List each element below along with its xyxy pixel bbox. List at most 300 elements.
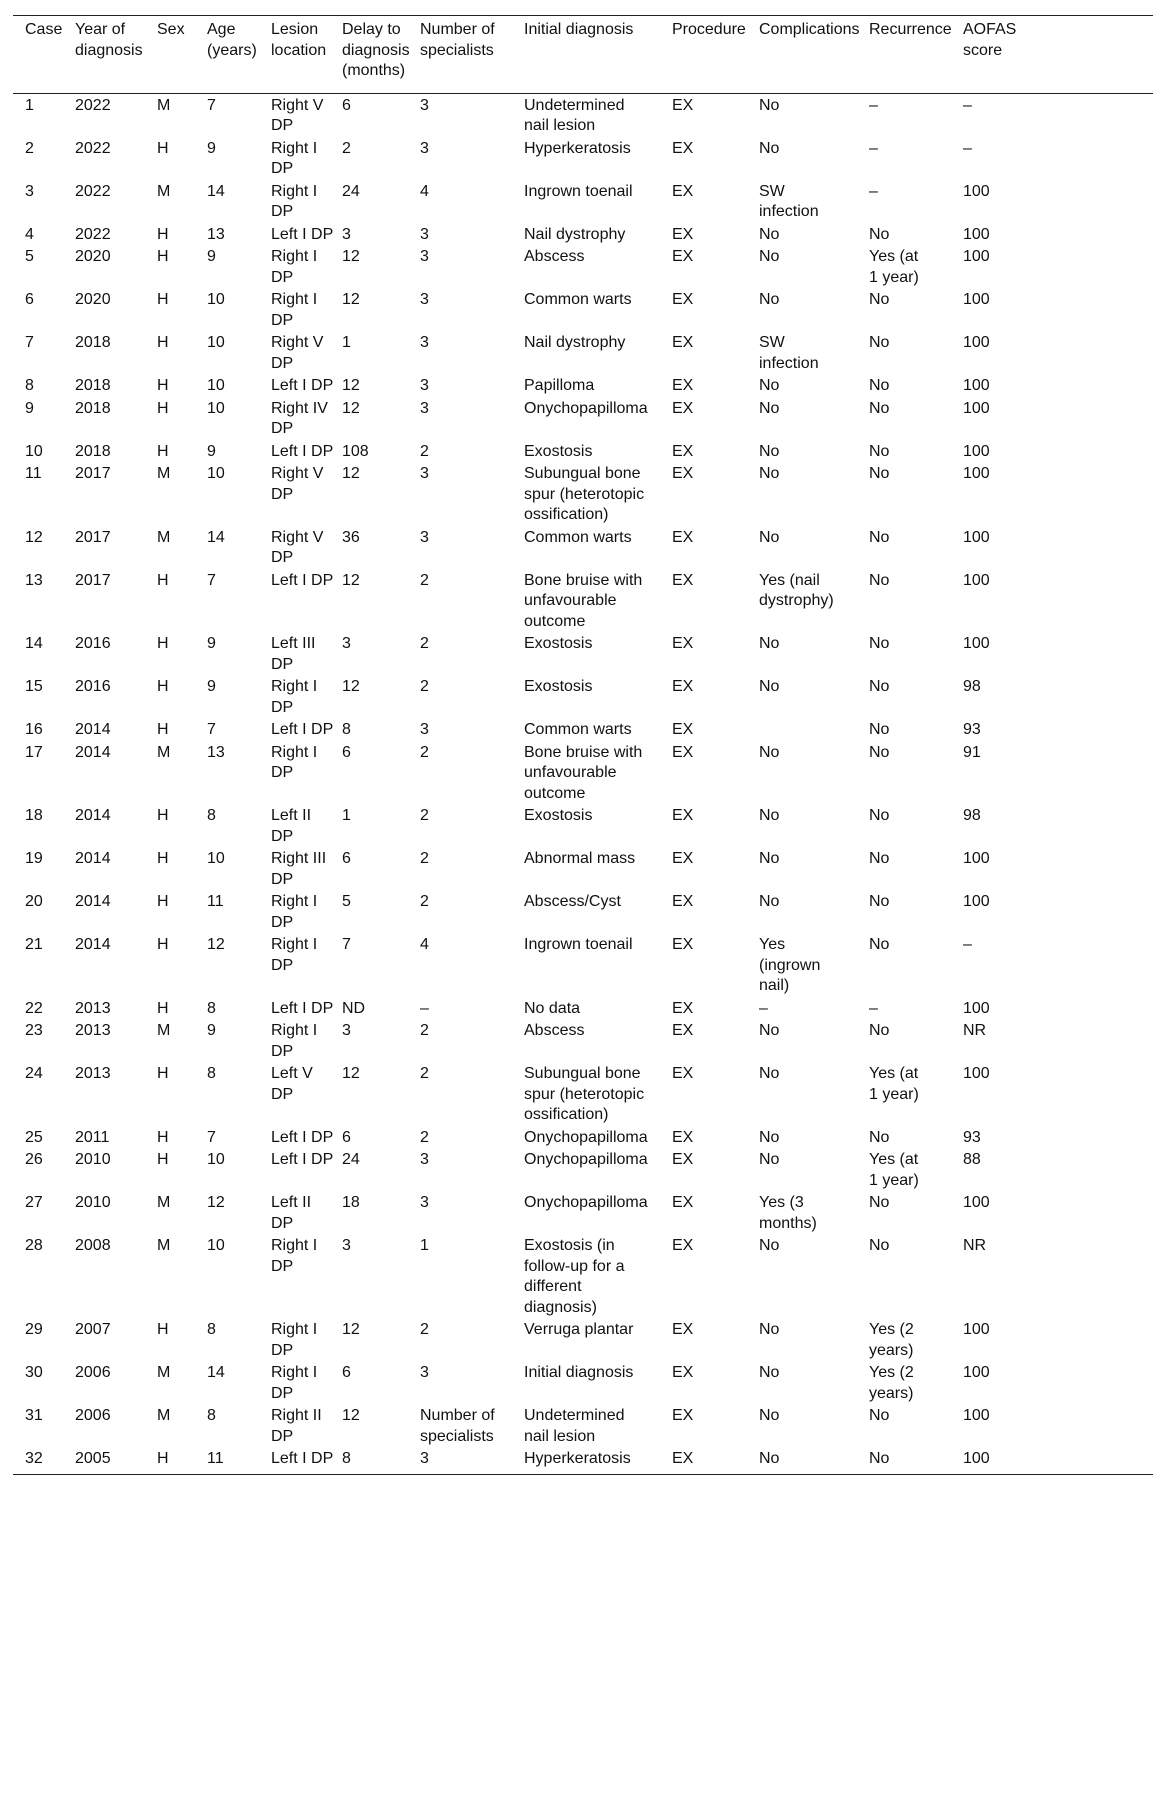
cell-recurrence: No	[869, 1450, 890, 1467]
cell-complications: No	[759, 528, 780, 546]
cell-initial-diagnosis: Nail dystrophy	[524, 334, 626, 351]
cell-age: 7	[207, 96, 216, 114]
cell-case: 17	[25, 743, 43, 761]
cell-age: 14	[207, 1364, 225, 1381]
cell-year: 2018	[75, 377, 111, 394]
cell-recurrence: No	[869, 334, 890, 351]
cell-location: Left I DP	[271, 1450, 334, 1467]
cell-age: 10	[207, 1237, 225, 1254]
cell-case: 21	[25, 936, 43, 953]
cell-location: Right V DP	[271, 96, 324, 134]
cell-delay: 12	[342, 248, 360, 265]
cell-procedure: EX	[672, 936, 694, 953]
cell-recurrence: No	[869, 442, 890, 460]
cell-location: Left I DP	[271, 721, 334, 738]
cell-age: 7	[207, 721, 216, 738]
cell-year: 2018	[75, 399, 111, 417]
cell-sex: M	[157, 96, 171, 114]
cell-complications: No	[759, 743, 780, 761]
cell-complications: SW infection	[759, 334, 819, 372]
cell-case: 2	[25, 139, 34, 157]
cell-procedure: EX	[672, 571, 694, 589]
cell-sex: H	[157, 1128, 169, 1146]
cell-specialists: 3	[420, 1364, 429, 1381]
cell-sex: M	[157, 1237, 171, 1254]
cell-specialists: Number of specialists	[420, 1407, 495, 1445]
cell-recurrence: No	[869, 1022, 890, 1039]
cell-location: Left I DP	[271, 225, 334, 243]
cell-recurrence: –	[869, 182, 878, 200]
cell-initial-diagnosis: Onychopapilloma	[524, 399, 648, 417]
cell-complications: SW infection	[759, 182, 819, 220]
cell-case: 15	[25, 678, 43, 695]
header-case: Case	[25, 21, 63, 38]
cell-year: 2014	[75, 807, 111, 824]
cell-delay: 24	[342, 182, 360, 200]
cell-specialists: 2	[420, 1065, 429, 1082]
table-row	[13, 440, 1153, 463]
cell-complications: No	[759, 1364, 780, 1381]
cell-age: 9	[207, 139, 216, 157]
cell-age: 8	[207, 1065, 216, 1082]
cell-initial-diagnosis: Abnormal mass	[524, 850, 636, 867]
cell-age: 11	[207, 1450, 224, 1467]
cell-recurrence: No	[869, 850, 890, 867]
table-row	[13, 1234, 1153, 1318]
cell-initial-diagnosis: Bone bruise with unfavourable outcome	[524, 571, 643, 630]
cell-initial-diagnosis: Onychopapilloma	[524, 1194, 648, 1211]
cell-location: Right V DP	[271, 465, 324, 503]
cell-delay: 18	[342, 1194, 360, 1211]
cell-specialists: 3	[420, 1151, 429, 1168]
cell-location: Right I DP	[271, 743, 318, 781]
cell-aofas: 100	[963, 334, 990, 351]
cell-year: 2006	[75, 1407, 111, 1424]
cell-sex: H	[157, 678, 169, 695]
header-location: Lesion location	[271, 21, 327, 59]
cell-sex: H	[157, 635, 169, 652]
cell-age: 9	[207, 678, 216, 695]
header-complications: Complications	[759, 21, 860, 38]
cell-complications: No	[759, 465, 780, 482]
cell-initial-diagnosis: Common warts	[524, 721, 632, 738]
cell-case: 3	[25, 182, 34, 200]
cell-initial-diagnosis: Abscess	[524, 248, 585, 265]
clinical-cases-table-container	[13, 15, 1153, 1475]
cell-aofas: 88	[963, 1151, 981, 1168]
cell-year: 2020	[75, 291, 111, 308]
cell-sex: M	[157, 743, 171, 761]
cell-procedure: EX	[672, 1194, 694, 1211]
cell-recurrence: No	[869, 399, 890, 417]
table-row	[13, 1361, 1153, 1404]
table-row	[13, 137, 1153, 180]
cell-case: 8	[25, 377, 34, 394]
cell-year: 2022	[75, 139, 111, 157]
cell-procedure: EX	[672, 1022, 694, 1039]
table-row	[13, 933, 1153, 997]
cell-specialists: 3	[420, 96, 429, 114]
cell-age: 12	[207, 936, 225, 953]
table-row	[13, 997, 1153, 1020]
cell-initial-diagnosis: Onychopapilloma	[524, 1151, 648, 1168]
cell-specialists: 1	[420, 1237, 429, 1254]
table-row	[13, 718, 1153, 741]
cell-location: Right IV DP	[271, 399, 328, 437]
cell-recurrence: No	[869, 465, 890, 482]
cell-age: 9	[207, 635, 216, 652]
cell-location: Left I DP	[271, 442, 334, 460]
cell-case: 24	[25, 1065, 43, 1082]
cell-case: 16	[25, 721, 43, 738]
cell-specialists: 3	[420, 334, 429, 351]
table-row	[13, 331, 1153, 374]
cell-delay: 3	[342, 1237, 351, 1254]
cell-sex: M	[157, 182, 171, 200]
cell-delay: 5	[342, 893, 351, 910]
cell-aofas: 100	[963, 248, 990, 265]
cell-location: Right II DP	[271, 1407, 322, 1445]
header-procedure: Procedure	[672, 21, 746, 38]
cell-delay: 3	[342, 1022, 351, 1039]
table-row	[13, 890, 1153, 933]
cell-recurrence: No	[869, 571, 890, 589]
cell-case: 26	[25, 1151, 43, 1168]
cell-specialists: 4	[420, 936, 429, 953]
cell-delay: 12	[342, 1321, 360, 1338]
cell-specialists: 3	[420, 1450, 429, 1467]
cell-delay: 2	[342, 139, 351, 157]
cell-complications: No	[759, 1065, 780, 1082]
header-sex: Sex	[157, 21, 185, 38]
cell-procedure: EX	[672, 139, 694, 157]
cell-case: 7	[25, 334, 34, 351]
cell-location: Right I DP	[271, 936, 318, 974]
cell-delay: ND	[342, 999, 366, 1017]
header-age: Age (years)	[207, 21, 257, 59]
cell-year: 2007	[75, 1321, 111, 1338]
cell-initial-diagnosis: Nail dystrophy	[524, 225, 626, 243]
cell-specialists: 3	[420, 1194, 429, 1211]
cell-specialists: 3	[420, 291, 429, 308]
cell-specialists: 3	[420, 721, 429, 738]
cell-location: Right I DP	[271, 893, 318, 931]
cell-delay: 12	[342, 1065, 360, 1082]
cell-initial-diagnosis: Subungual bone spur (heterotopic ossification)	[524, 1065, 645, 1123]
cell-procedure: EX	[672, 635, 694, 652]
table-row	[13, 245, 1153, 288]
cell-sex: M	[157, 1022, 171, 1039]
cell-age: 8	[207, 1321, 216, 1338]
cell-specialists: 3	[420, 399, 429, 417]
cell-sex: H	[157, 1321, 169, 1338]
cell-aofas: 100	[963, 571, 990, 589]
cell-case: 31	[25, 1407, 43, 1424]
cell-year: 2010	[75, 1151, 111, 1168]
cell-complications: No	[759, 399, 780, 417]
cell-location: Left III DP	[271, 635, 316, 673]
cell-procedure: EX	[672, 442, 694, 460]
cell-complications: No	[759, 850, 780, 867]
cell-procedure: EX	[672, 225, 694, 243]
cell-aofas: 100	[963, 225, 990, 243]
cell-age: 9	[207, 1022, 216, 1039]
cell-case: 18	[25, 807, 43, 824]
cell-aofas: 100	[963, 182, 990, 200]
cell-initial-diagnosis: Hyperkeratosis	[524, 1450, 631, 1467]
cell-sex: H	[157, 248, 169, 265]
cell-sex: H	[157, 399, 169, 417]
cell-case: 32	[25, 1450, 43, 1467]
cell-year: 2014	[75, 743, 111, 761]
cell-sex: H	[157, 377, 169, 394]
cell-initial-diagnosis: Abscess/Cyst	[524, 893, 621, 910]
cell-procedure: EX	[672, 377, 694, 394]
cell-year: 2008	[75, 1237, 111, 1254]
cell-aofas: 93	[963, 721, 981, 738]
cell-recurrence: No	[869, 1128, 890, 1146]
cell-specialists: 2	[420, 571, 429, 589]
cell-delay: 8	[342, 721, 351, 738]
cell-case: 20	[25, 893, 43, 910]
cell-procedure: EX	[672, 1364, 694, 1381]
cell-delay: 6	[342, 850, 351, 867]
cell-delay: 6	[342, 1364, 351, 1381]
cell-sex: M	[157, 528, 171, 546]
cell-aofas: –	[963, 139, 972, 157]
cell-year: 2010	[75, 1194, 111, 1211]
cell-initial-diagnosis: Undetermined nail lesion	[524, 96, 625, 134]
cell-year: 2014	[75, 936, 111, 953]
table-row	[13, 397, 1153, 440]
cell-year: 2016	[75, 635, 111, 652]
cell-age: 14	[207, 182, 225, 200]
table-row	[13, 526, 1153, 569]
cell-location: Left I DP	[271, 571, 334, 589]
cell-procedure: EX	[672, 1128, 694, 1146]
cell-initial-diagnosis: Ingrown toenail	[524, 182, 633, 200]
cell-procedure: EX	[672, 96, 694, 114]
cell-recurrence: No	[869, 1237, 890, 1254]
cell-procedure: EX	[672, 1151, 694, 1168]
cell-aofas: 93	[963, 1128, 981, 1146]
cell-age: 10	[207, 291, 225, 308]
cell-specialists: 2	[420, 743, 429, 761]
cell-procedure: EX	[672, 399, 694, 417]
cell-complications: No	[759, 291, 780, 308]
cell-year: 2022	[75, 225, 111, 243]
cell-recurrence: Yes (at 1 year)	[869, 1151, 919, 1189]
cell-year: 2013	[75, 1022, 111, 1039]
header-row	[13, 16, 1153, 94]
cell-delay: 24	[342, 1151, 360, 1168]
cell-case: 19	[25, 850, 43, 867]
cell-recurrence: No	[869, 721, 890, 738]
cell-aofas: 100	[963, 528, 990, 546]
cell-delay: 12	[342, 377, 360, 394]
cell-initial-diagnosis: Common warts	[524, 291, 632, 308]
cell-aofas: –	[963, 96, 972, 114]
cell-case: 12	[25, 528, 43, 546]
table-row	[13, 804, 1153, 847]
table-row	[13, 741, 1153, 805]
cell-procedure: EX	[672, 465, 694, 482]
cell-sex: H	[157, 721, 169, 738]
table-body	[13, 93, 1153, 1474]
cell-recurrence: No	[869, 743, 890, 761]
cell-age: 7	[207, 1128, 216, 1146]
cell-age: 9	[207, 248, 216, 265]
cell-procedure: EX	[672, 678, 694, 695]
cell-procedure: EX	[672, 743, 694, 761]
cell-aofas: 100	[963, 399, 990, 417]
cell-age: 8	[207, 999, 216, 1017]
cell-year: 2014	[75, 850, 111, 867]
cell-recurrence: –	[869, 96, 878, 114]
cell-sex: H	[157, 936, 169, 953]
cell-complications: No	[759, 442, 780, 460]
cell-location: Right I DP	[271, 291, 318, 329]
cell-case: 5	[25, 248, 34, 265]
cell-complications: No	[759, 1321, 780, 1338]
cell-case: 22	[25, 999, 43, 1017]
cell-delay: 12	[342, 399, 360, 417]
cell-sex: H	[157, 1151, 169, 1168]
cell-aofas: NR	[963, 1022, 987, 1039]
cell-recurrence: No	[869, 1407, 890, 1424]
cell-location: Right I DP	[271, 182, 318, 220]
cell-case: 25	[25, 1128, 43, 1146]
cell-specialists: 4	[420, 182, 429, 200]
cell-sex: H	[157, 291, 169, 308]
cell-initial-diagnosis: Onychopapilloma	[524, 1128, 648, 1146]
cell-aofas: 100	[963, 1065, 990, 1082]
cell-case: 9	[25, 399, 34, 417]
cell-delay: 12	[342, 1407, 360, 1424]
cell-complications: No	[759, 377, 780, 394]
cell-sex: H	[157, 334, 169, 351]
table-row	[13, 93, 1153, 137]
cell-initial-diagnosis: Initial diagnosis	[524, 1364, 634, 1381]
cell-complications: No	[759, 1237, 780, 1254]
cell-complications: Yes (ingrown nail)	[759, 936, 821, 994]
cell-aofas: 98	[963, 678, 981, 695]
table-row	[13, 1318, 1153, 1361]
cell-delay: 12	[342, 465, 360, 482]
cell-specialists: 3	[420, 377, 429, 394]
cell-initial-diagnosis: Exostosis (in follow-up for a different diagnosis)	[524, 1237, 625, 1316]
cell-case: 4	[25, 225, 34, 243]
cell-delay: 7	[342, 936, 351, 953]
cell-procedure: EX	[672, 182, 694, 200]
cell-recurrence: Yes (2 years)	[869, 1364, 914, 1402]
cell-recurrence: No	[869, 225, 890, 243]
cell-case: 29	[25, 1321, 43, 1338]
cell-aofas: 100	[963, 1407, 990, 1424]
cell-year: 2018	[75, 334, 111, 351]
cell-delay: 108	[342, 442, 369, 460]
cell-specialists: –	[420, 999, 429, 1017]
cell-recurrence: No	[869, 893, 890, 910]
cell-initial-diagnosis: Abscess	[524, 1022, 585, 1039]
cell-year: 2013	[75, 999, 111, 1017]
cell-case: 6	[25, 291, 34, 308]
header-specialists: Number of specialists	[420, 21, 495, 59]
table-row	[13, 462, 1153, 526]
cell-year: 2022	[75, 182, 111, 200]
cell-location: Left II DP	[271, 1194, 312, 1232]
cell-delay: 12	[342, 291, 360, 308]
cell-specialists: 2	[420, 678, 429, 695]
cell-sex: M	[157, 1407, 171, 1424]
cell-aofas: 100	[963, 893, 990, 910]
cell-initial-diagnosis: Undetermined nail lesion	[524, 1407, 625, 1445]
table-row	[13, 1019, 1153, 1062]
cell-specialists: 3	[420, 248, 429, 265]
cell-aofas: 100	[963, 1321, 990, 1338]
cell-case: 28	[25, 1237, 43, 1254]
cell-location: Left I DP	[271, 377, 334, 394]
cell-specialists: 3	[420, 225, 429, 243]
cell-procedure: EX	[672, 999, 694, 1017]
cell-initial-diagnosis: Common warts	[524, 528, 632, 546]
cell-location: Right I DP	[271, 1022, 318, 1060]
table-row	[13, 180, 1153, 223]
table-row	[13, 632, 1153, 675]
cell-location: Left I DP	[271, 1128, 334, 1146]
cell-year: 2014	[75, 721, 111, 738]
cell-specialists: 2	[420, 1321, 429, 1338]
cell-complications: No	[759, 1407, 780, 1424]
cell-procedure: EX	[672, 1065, 694, 1082]
cell-year: 2017	[75, 528, 111, 546]
cell-aofas: 100	[963, 465, 990, 482]
cell-procedure: EX	[672, 1237, 694, 1254]
cell-case: 23	[25, 1022, 43, 1039]
table-row	[13, 1191, 1153, 1234]
cell-age: 13	[207, 225, 225, 243]
cell-case: 30	[25, 1364, 43, 1381]
cell-age: 10	[207, 399, 225, 417]
cell-recurrence: Yes (at 1 year)	[869, 1065, 919, 1103]
cell-initial-diagnosis: Exostosis	[524, 442, 593, 460]
cell-year: 2018	[75, 442, 111, 460]
cell-location: Left I DP	[271, 999, 334, 1017]
cell-age: 13	[207, 743, 225, 761]
cell-procedure: EX	[672, 528, 694, 546]
cell-sex: M	[157, 1364, 171, 1381]
cell-sex: H	[157, 1065, 169, 1082]
cell-initial-diagnosis: Hyperkeratosis	[524, 139, 631, 157]
header-delay: Delay to diagnosis (months)	[342, 21, 410, 79]
cell-procedure: EX	[672, 291, 694, 308]
cell-delay: 8	[342, 1450, 351, 1467]
cell-complications: No	[759, 1022, 780, 1039]
cell-specialists: 2	[420, 635, 429, 652]
cell-age: 10	[207, 377, 225, 394]
cell-initial-diagnosis: Verruga plantar	[524, 1321, 634, 1338]
cell-aofas: 100	[963, 1364, 990, 1381]
cell-recurrence: No	[869, 291, 890, 308]
cell-year: 2014	[75, 893, 111, 910]
cell-year: 2013	[75, 1065, 111, 1082]
cell-procedure: EX	[672, 721, 694, 738]
cell-sex: H	[157, 139, 169, 157]
cell-delay: 3	[342, 225, 351, 243]
cell-procedure: EX	[672, 1450, 694, 1467]
cell-initial-diagnosis: Exostosis	[524, 678, 593, 695]
table-row	[13, 1447, 1153, 1474]
